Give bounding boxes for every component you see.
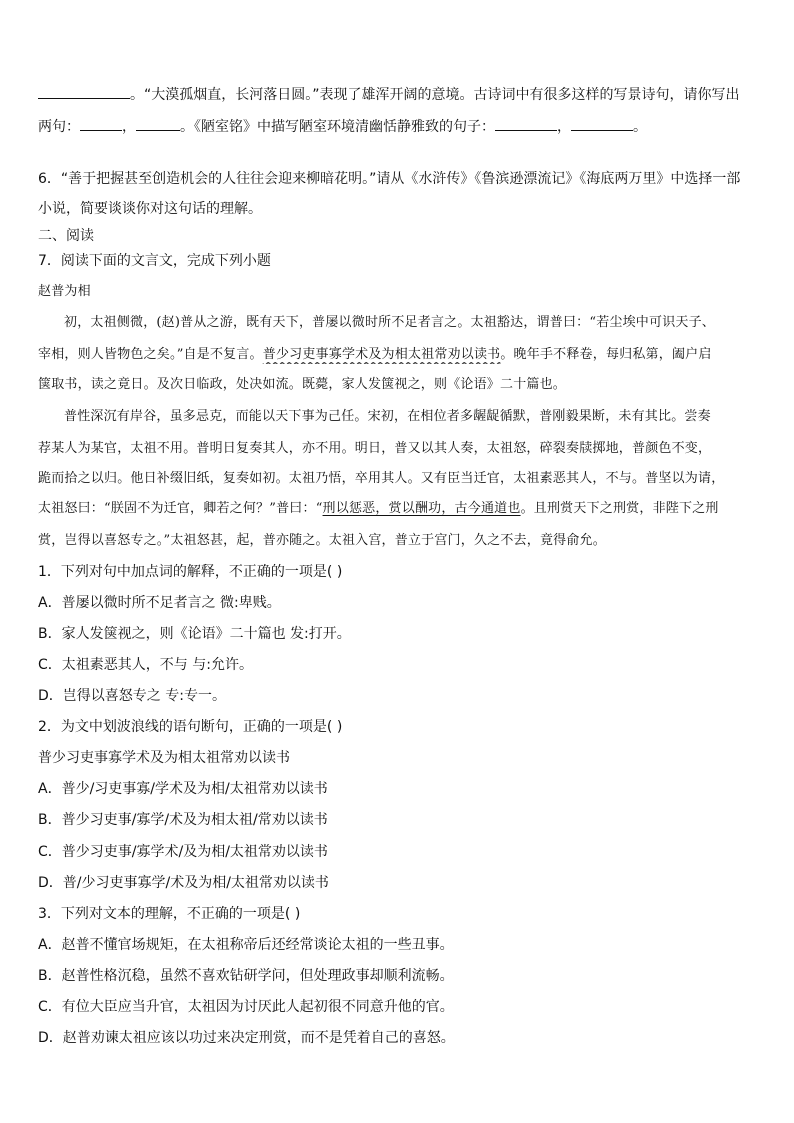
answer-blank[interactable] bbox=[136, 116, 180, 131]
passage-text: 太祖怒曰：“朕固不为迁官，卿若之何？”普曰：“ bbox=[38, 501, 323, 516]
q5-text: 。《陋室铭》中描写陋室环境清幽恬静雅致的句子： bbox=[180, 119, 495, 135]
q5-text: 两句： bbox=[38, 119, 80, 135]
passage-line: 普性深沉有岸谷，虽多忌克，而能以天下事为己任。宋初，在相位者多龌龊循默，普刚毅果断，未有其比。尝奏 bbox=[64, 409, 711, 424]
option-b[interactable]: B．赵普性格沉稳，虽然不喜欢钻研学问，但处理政事却顺利流畅。 bbox=[38, 968, 454, 984]
question-stem: 1．下列对句中加点词的解释，不正确的一项是( ) bbox=[38, 564, 343, 580]
option-c[interactable]: C．有位大臣应当升官，太祖因为讨厌此人起初很不同意升他的官。 bbox=[38, 999, 454, 1015]
q5-text: ， bbox=[557, 119, 571, 135]
option-d[interactable]: D．赵普劝谏太祖应该以功过来决定刑赏，而不是凭着自己的喜怒。 bbox=[38, 1030, 455, 1046]
question-sentence: 普少习吏事寡学术及为相太祖常劝以读书 bbox=[38, 750, 290, 766]
passage-title: 赵普为相 bbox=[38, 284, 91, 299]
q7-heading: 7．阅读下面的文言文，完成下列小题 bbox=[38, 253, 271, 269]
option-b[interactable]: B．家人发箧视之，则《论语》二十篇也 发:打开。 bbox=[38, 626, 351, 642]
passage-text: 。晚年手不释卷，每归私第，阖户启 bbox=[500, 347, 712, 362]
passage-line bbox=[38, 500, 760, 518]
answer-blank[interactable] bbox=[495, 116, 557, 131]
section-heading: 二、阅读 bbox=[38, 228, 94, 244]
option-a[interactable]: A．普少/习吏事寡/学术及为相/太祖常劝以读书 bbox=[38, 781, 328, 797]
option-c[interactable]: C．太祖素恶其人，不与 与:允许。 bbox=[38, 657, 253, 673]
option-a[interactable]: A．赵普不懂官场规矩，在太祖称帝后还经常谈论太祖的一些丑事。 bbox=[38, 937, 454, 953]
passage-line: 箧取书，读之竟日。及次日临政，处决如流。既薨，家人发箧视之，则《论语》二十篇也。 bbox=[38, 377, 567, 392]
q5-text: ， bbox=[122, 119, 136, 135]
q6-line-2: 小说，简要谈谈你对这句话的理解。 bbox=[38, 201, 262, 217]
q6-line-1: 6．“善于把握甚至创造机会的人往往会迎来柳暗花明。”请从《水浒传》《鲁滨逊漂流记》《海底两万里》中选择一部 bbox=[38, 171, 741, 187]
passage-line: 跪而拾之以归。他日补缀旧纸，复奏如初。太祖乃悟，卒用其人。又有臣当迁官，太祖素恶其人，不与。普坚以为请， bbox=[38, 471, 725, 486]
answer-blank[interactable] bbox=[80, 116, 122, 131]
option-d[interactable]: D．岂得以喜怒专之 专:专一。 bbox=[38, 688, 226, 704]
q5-line-1 bbox=[38, 84, 760, 104]
q5-line-2 bbox=[38, 116, 760, 136]
passage-line bbox=[38, 346, 760, 364]
question-stem: 3．下列对文本的理解，不正确的一项是( ) bbox=[38, 906, 301, 922]
option-d[interactable]: D．普/少习吏事寡学/术及为相/太祖常劝以读书 bbox=[38, 875, 329, 891]
q5-text: 。“大漠孤烟直，长河落日圆。”表现了雄浑开阔的意境。古诗词中有很多这样的写景诗句，请你写出 bbox=[130, 87, 740, 103]
option-c[interactable]: C．普少习吏事/寡学术/及为相/太祖常劝以读书 bbox=[38, 844, 328, 860]
option-a[interactable]: A．普屡以微时所不足者言之 微:卑贱。 bbox=[38, 595, 281, 611]
underlined-sentence: 刑以惩恶，赏以酬功，古今通道也 bbox=[322, 501, 521, 516]
option-b[interactable]: B．普少习吏事/寡学/术及为相太祖/常劝以读书 bbox=[38, 812, 328, 828]
q5-text: 。 bbox=[633, 119, 647, 135]
answer-blank[interactable] bbox=[571, 116, 633, 131]
answer-blank[interactable] bbox=[38, 84, 130, 99]
question-stem: 2．为文中划波浪线的语句断句，正确的一项是( ) bbox=[38, 719, 343, 735]
passage-text: 宰相，则人皆物色之矣。”自是不复言。 bbox=[38, 347, 263, 362]
passage-line: 荐某人为某官，太祖不用。普明日复奏其人，亦不用。明日，普又以其人奏，太祖怒，碎裂奏牍掷地，普颜色不变， bbox=[38, 441, 712, 456]
passage-text: 。且刑赏天下之刑赏，非陛下之刑 bbox=[520, 501, 719, 516]
passage-line: 赏，岂得以喜怒专之。”太祖怒甚，起，普亦随之。太祖入宫，普立于宫门，久之不去，竟得俞允。 bbox=[38, 533, 606, 548]
passage-line: 初，太祖侧微，(赵)普从之游，既有天下，普屡以微时所不足者言之。太祖豁达，谓普曰：“若尘埃中可识天子、 bbox=[64, 315, 715, 330]
wavy-underlined-sentence: 普少习吏事寡学术及为相太祖常劝以读书 bbox=[262, 347, 501, 362]
